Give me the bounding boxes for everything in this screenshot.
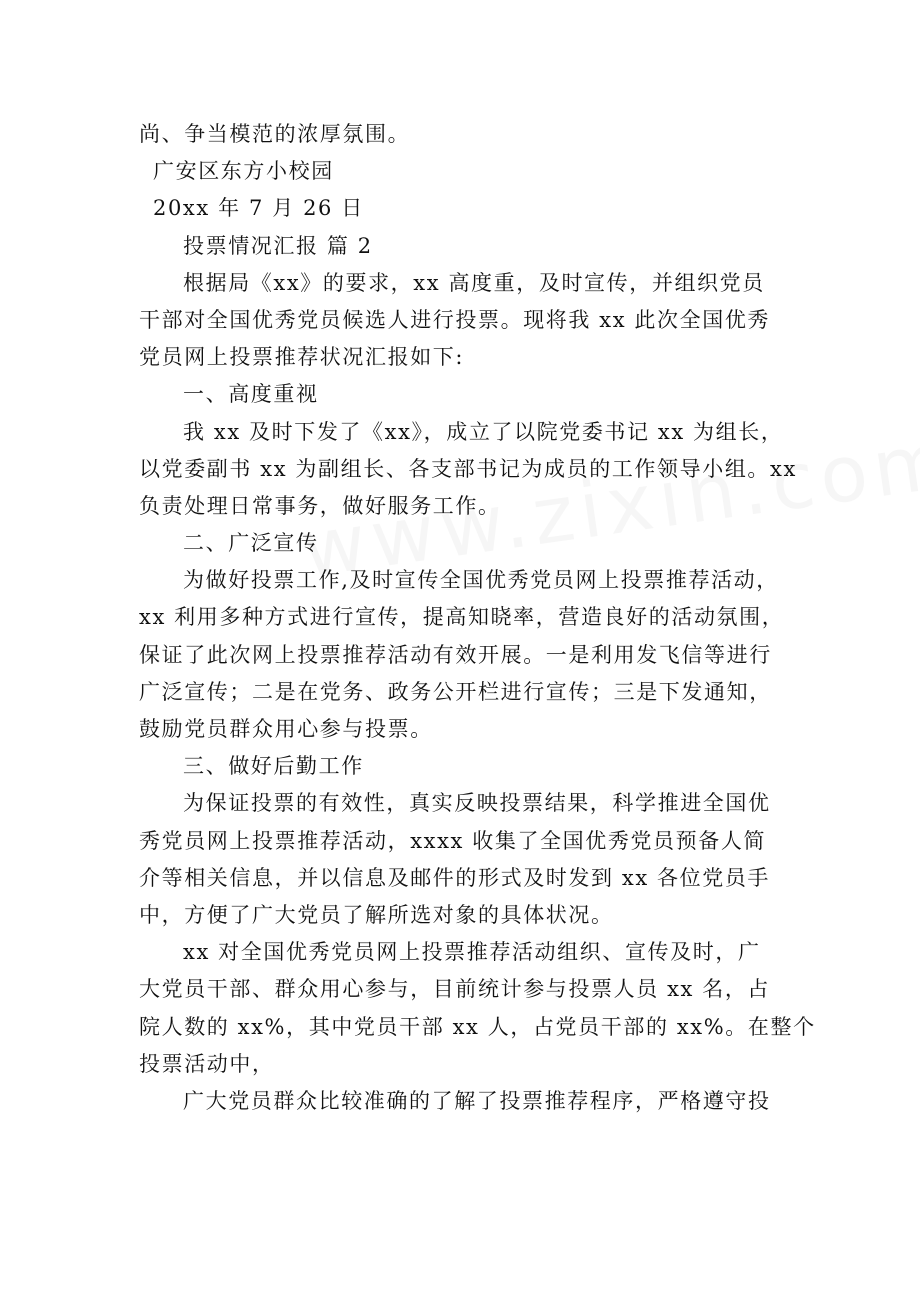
text-line: 保证了此次网上投票推荐活动有效开展。一是利用发飞信等进行 (139, 642, 772, 667)
text-line: 我 xx 及时下发了《xx》，成立了以院党委书记 xx 为组长， (183, 419, 784, 444)
text-line: 为做好投票工作,及时宣传全国优秀党员网上投票推荐活动， (183, 568, 779, 593)
text-line: 鼓励党员群众用心参与投票。 (139, 717, 433, 741)
text-line: 三、做好后勤工作 (183, 754, 364, 779)
text-line: 20xx 年 7 月 26 日 (153, 196, 364, 221)
text-line: 尚、争当模范的浓厚氛围。 (139, 122, 411, 146)
text-line: 党员网上投票推荐状况汇报如下: (139, 345, 465, 370)
text-line: xx 对全国优秀党员网上投票推荐活动组织、宣传及时，广 (183, 940, 761, 965)
text-line: 投票活动中， (139, 1051, 275, 1076)
text-line: 负责处理日常事务，做好服务工作。 (139, 493, 501, 518)
text-line: 为保证投票的有效性，真实反映投票结果，科学推进全国优 (183, 791, 771, 816)
text-line: 广泛宣传；二是在党务、政务公开栏进行宣传；三是下发通知， (139, 679, 772, 704)
text-line: 秀党员网上投票推荐活动，xxxx 收集了全国优秀党员预备人简 (139, 828, 767, 853)
text-line: 院人数的 xx%，其中党员干部 xx 人，占党员干部的 xx%。在整个 (139, 1014, 816, 1039)
text-line: 一、高度重视 (183, 382, 319, 407)
text-line: 广安区东方小校园 (153, 159, 334, 184)
text-line: 根据局《xx》的要求，xx 高度重，及时宣传，并组织党员 (183, 270, 765, 295)
text-line: 以党委副书 xx 为副组长、各支部书记为成员的工作领导小组。xx (139, 456, 797, 481)
text-line: 干部对全国优秀党员候选人进行投票。现将我 xx 此次全国优秀 (139, 307, 771, 332)
text-line: 大党员干部、群众用心参与，目前统计参与投票人员 xx 名，占 (139, 977, 771, 1002)
text-line: 中，方便了广大党员了解所选对象的具体状况。 (139, 902, 614, 927)
text-line: xx 利用多种方式进行宣传，提高知晓率，营造良好的活动氛围， (139, 605, 785, 630)
text-line: 投票情况汇报 篇 2 (183, 233, 373, 258)
text-line: 广大党员群众比较准确的了解了投票推荐程序，严格遵守投 (183, 1088, 771, 1113)
text-line: 介等相关信息，并以信息及邮件的形式及时发到 xx 各位党员手 (139, 865, 771, 890)
document-body (139, 116, 816, 1120)
text-line: 二、广泛宣传 (183, 531, 319, 556)
